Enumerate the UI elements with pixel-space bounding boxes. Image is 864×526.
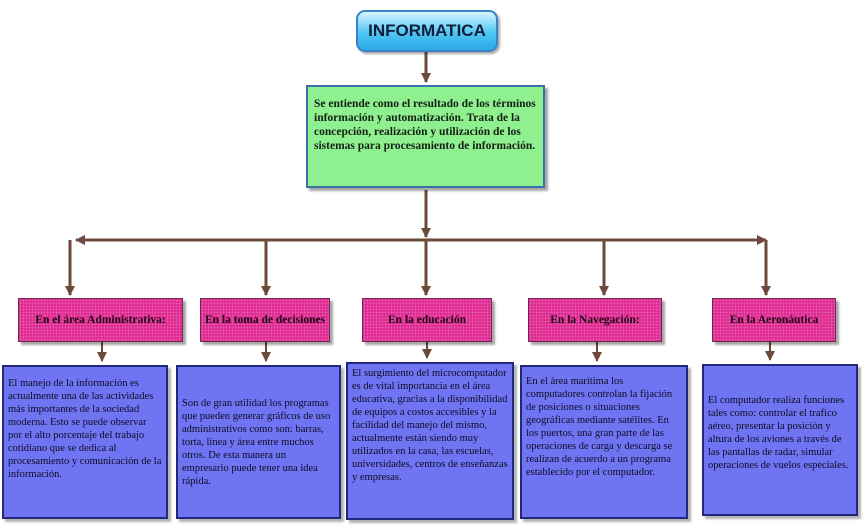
area-label: En la educación	[388, 314, 466, 326]
description-text: El surgimiento del microcomputador es de vital importancia en el área educativa, gracias a la disponibilidad de equipos a costos accesibles y la facilidad del manejo del mismo, actualmente están siendo muy utilizados en la casa, las escuelas, universidades, centros de enseñanzas y empresas.	[352, 368, 508, 483]
description-toma-decisiones	[176, 365, 341, 519]
title-box	[356, 10, 498, 52]
title-text: INFORMATICA	[368, 21, 486, 40]
description-text: El computador realiza funciones tales como: controlar el trafico aéreo, presentar la posición y altura de los aviones a través de las pantallas de radar, simular operaciones de vuelos especiales.	[708, 395, 849, 471]
area-navegacion-box	[528, 298, 662, 342]
area-educacion-box	[362, 298, 492, 342]
description-text: El manejo de la información es actualmente una de las actividades más importantes de la sociedad moderna. Esto se puede observar por el alto porcentaje del trabajo cotidiano que se dedica al procesamiento y comunicación de la información.	[8, 378, 162, 480]
area-aeronautica-box	[712, 298, 836, 342]
description-aeronautica	[702, 364, 858, 516]
description-administrativa	[2, 365, 168, 519]
area-label: En la toma de decisiones	[204, 314, 326, 326]
description-educacion	[346, 362, 514, 520]
area-label: En la Navegación:	[550, 314, 640, 326]
definition-box	[306, 85, 545, 188]
area-toma-decisiones-box	[200, 298, 330, 342]
area-label: En la Aeronáutica	[729, 314, 819, 326]
description-navegacion	[520, 365, 688, 519]
description-text: En el área marítima los computadores controlan la fijación de posiciones o situaciones geográficas mediante satélites. En los puertos, una gran parte de las operaciones de carga y descarga se realizan de acuerdo a un programa establecido por el computador.	[526, 376, 673, 478]
definition-text: Se entiende como el resultado de los términos información y automatización. Trata de la concepción, realización y utilización de los sistemas para procesamiento de información.	[314, 98, 536, 152]
area-administrativa-box	[18, 298, 183, 342]
description-text: Son de gran utilidad los programas que pueden generar gráficos de uso administrativos como son: barras, torta, linea y área entre muchos otros. De esta manera un empresario puede tener una idea rápida.	[182, 398, 331, 487]
area-label: En el área Administrativa:	[35, 314, 166, 326]
